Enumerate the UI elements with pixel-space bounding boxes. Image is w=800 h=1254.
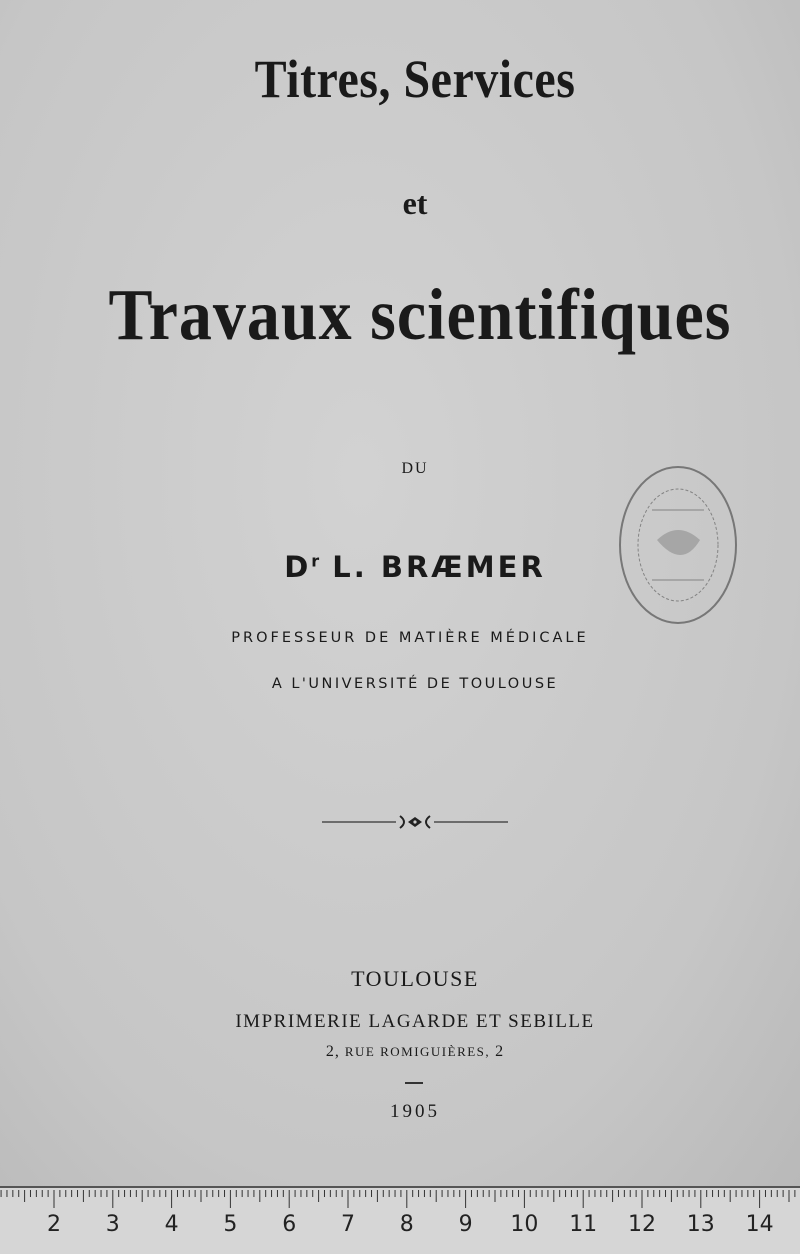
title-line-1: Titres, Services [254, 49, 576, 110]
imprint-year: 1905 [390, 1101, 440, 1122]
title-conjunction: et [402, 185, 428, 221]
imprint-printer: IMPRIMERIE LAGARDE ET SEBILLE [235, 1011, 595, 1032]
ruler-label: 12 [628, 1212, 656, 1237]
ruler-label: 6 [282, 1212, 297, 1237]
ruler-label: 9 [458, 1212, 473, 1237]
author-prefix-sup: r [311, 551, 320, 571]
ruler-label: 8 [399, 1212, 414, 1237]
author-name-text: L. BRÆMER [332, 550, 546, 584]
library-stamp-icon [612, 460, 744, 630]
ruler-label: 7 [341, 1212, 355, 1237]
imprint-city: TOULOUSE [351, 966, 479, 991]
address-street: RUE ROMIGUIÈRES, [344, 1044, 491, 1059]
ruler-label: 11 [569, 1212, 598, 1237]
address-number-2: 2 [495, 1043, 505, 1060]
imprint-divider [405, 1082, 423, 1084]
ruler-label: 14 [745, 1212, 774, 1237]
author-position-line-2: A L'UNIVERSITÉ DE TOULOUSE [271, 676, 559, 692]
ruler-label: 5 [223, 1212, 238, 1237]
measurement-ruler [0, 1186, 800, 1254]
ruler-label: 13 [686, 1212, 715, 1237]
imprint-address [15, 1043, 800, 1061]
title-line-2: Travaux scientifiques [108, 275, 732, 356]
ruler-label: 4 [164, 1212, 179, 1237]
ruler-label: 3 [105, 1212, 120, 1237]
author-prefix: D [284, 550, 312, 584]
ruler-label: 2 [47, 1212, 61, 1237]
fleuron-divider-icon [322, 810, 508, 834]
ruler-label: 10 [510, 1212, 539, 1237]
author-preposition: DU [401, 460, 429, 477]
author-position-line-1: PROFESSEUR DE MATIÈRE MÉDICALE [231, 630, 589, 646]
address-number-1: 2, [325, 1043, 340, 1060]
